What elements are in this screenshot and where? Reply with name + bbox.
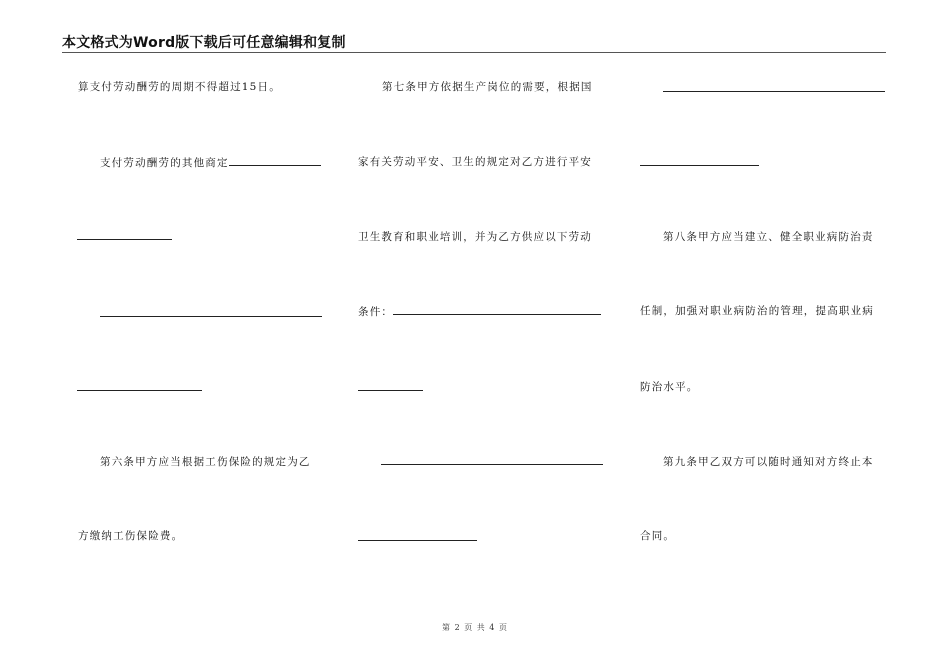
col2-line-4	[358, 304, 601, 319]
col2-line-1: 第七条甲方依据生产岗位的需要，根据国	[382, 81, 593, 93]
col2-line-3: 卫生教育和职业培训，并为乙方供应以下劳动	[358, 231, 592, 243]
col1-line-2	[100, 155, 321, 170]
fill-in-blank-line[interactable]	[663, 91, 885, 92]
col1-line-2-text: 支付劳动酬劳的其他商定	[100, 157, 229, 169]
col1-line-6: 第六条甲方应当根据工伤保险的规定为乙	[100, 456, 311, 468]
page-number-footer: 第 2 页 共 4 页	[442, 623, 508, 632]
document-header-title: 本文格式为Word版下载后可任意编辑和复制	[62, 35, 346, 51]
fill-in-blank-line[interactable]	[100, 316, 322, 317]
col1-line-7: 方缴纳工伤保险费。	[78, 530, 184, 542]
fill-in-blank-line[interactable]	[358, 390, 423, 391]
fill-in-blank-line[interactable]	[640, 165, 759, 166]
col3-line-6: 第九条甲乙双方可以随时通知对方终止本	[663, 456, 874, 468]
fill-in-blank-line[interactable]	[77, 390, 202, 391]
fill-in-blank-line[interactable]	[381, 464, 603, 465]
fill-in-blank[interactable]	[229, 155, 321, 166]
col3-line-7: 合同。	[640, 530, 676, 542]
col3-line-5: 防治水平。	[640, 381, 699, 393]
col3-line-4: 任制，加强对职业病防治的管理，提高职业病	[640, 305, 874, 317]
col2-line-4-text: 条件：	[358, 306, 394, 318]
header-divider	[62, 52, 886, 53]
fill-in-blank-line[interactable]	[358, 540, 477, 541]
col3-line-3: 第八条甲方应当建立、健全职业病防治责	[663, 231, 874, 243]
fill-in-blank[interactable]	[393, 304, 601, 315]
fill-in-blank-line[interactable]	[77, 239, 172, 240]
col2-line-2: 家有关劳动平安、卫生的规定对乙方进行平安	[358, 156, 592, 168]
col1-line-1: 算支付劳动酬劳的周期不得超过15日。	[78, 81, 281, 93]
